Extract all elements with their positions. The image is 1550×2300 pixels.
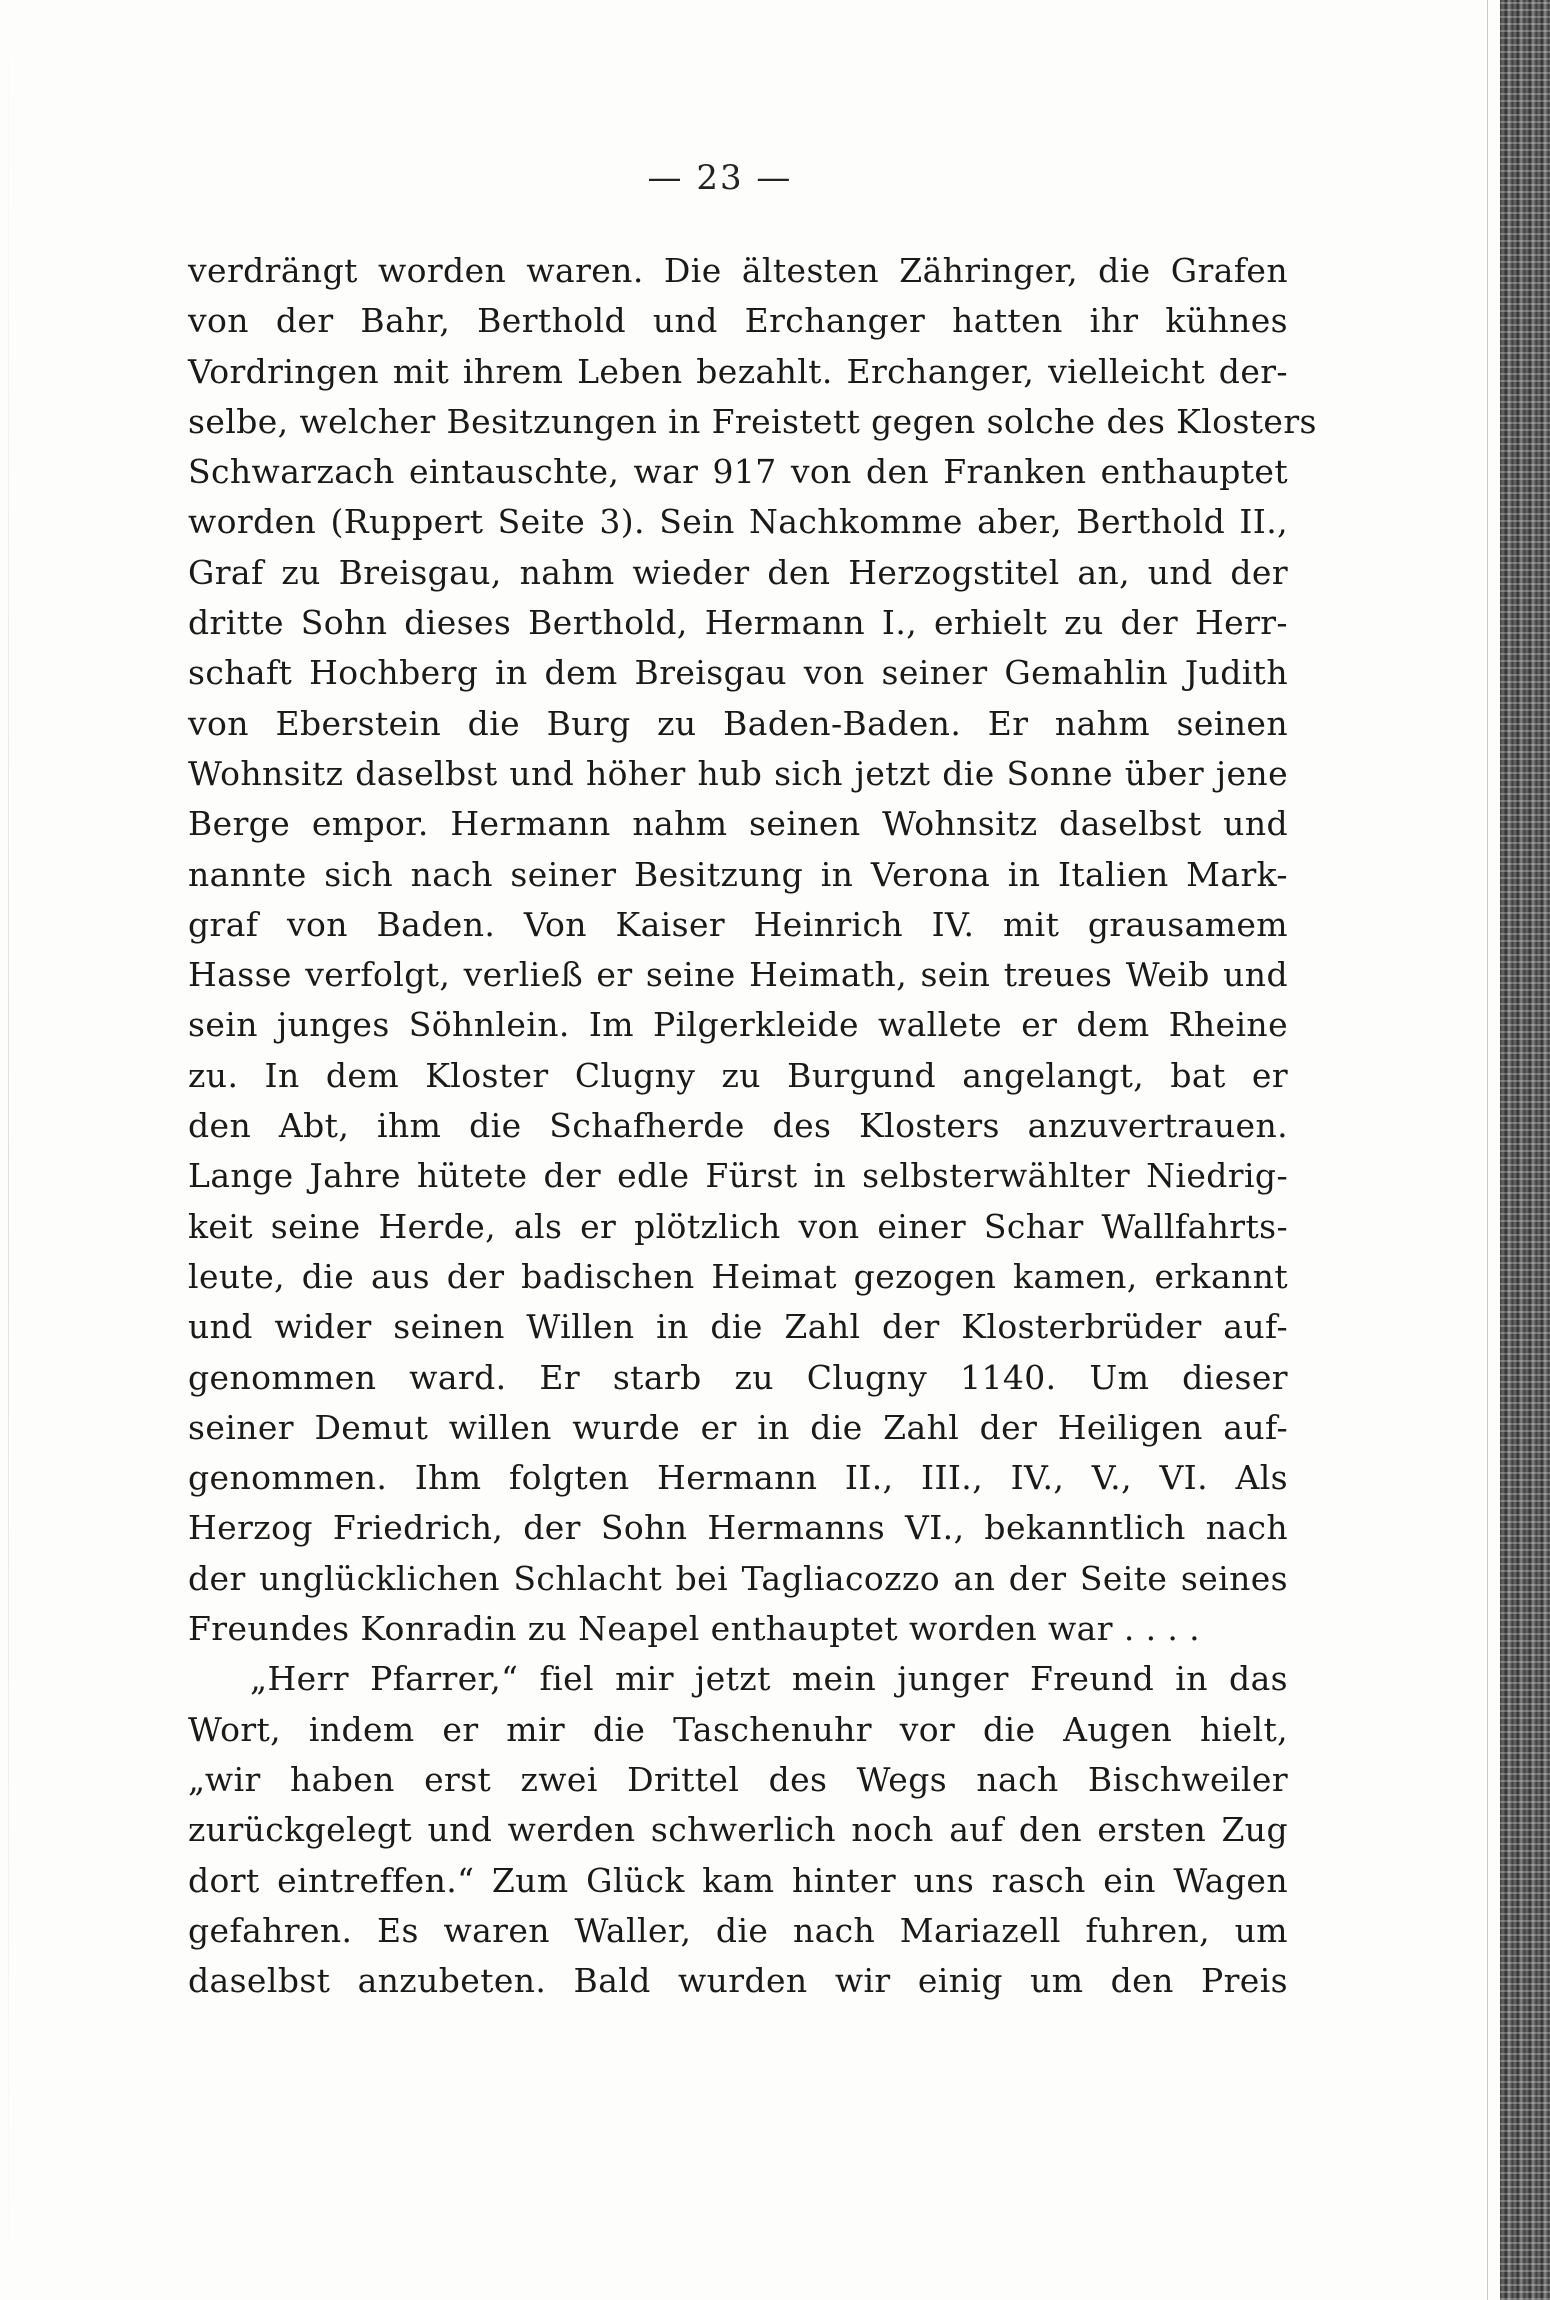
scan-margin-mark bbox=[8, 0, 9, 2300]
text-line: Lange Jahre hütete der edle Fürst in selbsterwählter Niedrig- bbox=[188, 1156, 1288, 1196]
text-line: Schwarzach eintauschte, war 917 von den Franken enthauptet bbox=[188, 452, 1288, 492]
text-line: worden (Ruppert Seite 3). Sein Nachkomme aber, Berthold II., bbox=[188, 502, 1288, 542]
text-line: Graf zu Breisgau, nahm wieder den Herzogstitel an, und der bbox=[188, 552, 1288, 592]
text-line: daselbst anzubeten. Bald wurden wir einig um den Preis bbox=[188, 1961, 1288, 2001]
text-line: nannte sich nach seiner Besitzung in Verona in Italien Mark- bbox=[188, 854, 1288, 894]
text-line: der unglücklichen Schlacht bei Tagliacozzo an der Seite seines bbox=[188, 1558, 1288, 1598]
text-line: Wort, indem er mir die Taschenuhr vor die Augen hielt, bbox=[188, 1709, 1288, 1749]
text-line: genommen ward. Er starb zu Clugny 1140. Um dieser bbox=[188, 1357, 1288, 1397]
page-edge-line bbox=[1487, 0, 1488, 2300]
scan-edge-strip bbox=[1500, 0, 1550, 2300]
text-line: seiner Demut willen wurde er in die Zahl der Heiligen auf- bbox=[188, 1407, 1288, 1447]
page-number: — 23 — bbox=[647, 158, 793, 198]
text-line: dritte Sohn dieses Berthold, Hermann I., erhielt zu der Herr- bbox=[188, 603, 1288, 643]
text-line: keit seine Herde, als er plötzlich von einer Schar Wallfahrts- bbox=[188, 1206, 1288, 1246]
text-line: Wohnsitz daselbst und höher hub sich jetzt die Sonne über jene bbox=[188, 753, 1288, 793]
text-line: Hasse verfolgt, verließ er seine Heimath, sein treues Weib und bbox=[188, 955, 1288, 995]
text-line: genommen. Ihm folgten Hermann II., III., IV., V., VI. Als bbox=[188, 1458, 1288, 1498]
text-line: und wider seinen Willen in die Zahl der Klosterbrüder auf- bbox=[188, 1307, 1288, 1347]
text-line: „Herr Pfarrer,“ fiel mir jetzt mein junger Freund in das bbox=[250, 1659, 1288, 1699]
text-line: gefahren. Es waren Waller, die nach Mariazell fuhren, um bbox=[188, 1910, 1288, 1950]
text-line: leute, die aus der badischen Heimat gezogen kamen, erkannt bbox=[188, 1256, 1288, 1296]
text-line: sein junges Söhnlein. Im Pilgerkleide wallete er dem Rheine bbox=[188, 1005, 1288, 1045]
text-line: dort eintreffen.“ Zum Glück kam hinter uns rasch ein Wagen bbox=[188, 1860, 1288, 1900]
text-line: zurückgelegt und werden schwerlich noch auf den ersten Zug bbox=[188, 1810, 1288, 1850]
text-line: den Abt, ihm die Schafherde des Klosters anzuvertrauen. bbox=[188, 1106, 1288, 1146]
text-line: Herzog Friedrich, der Sohn Hermanns VI., bekanntlich nach bbox=[188, 1508, 1288, 1548]
text-line: von der Bahr, Berthold und Erchanger hatten ihr kühnes bbox=[188, 301, 1288, 341]
text-line: graf von Baden. Von Kaiser Heinrich IV. mit grausamem bbox=[188, 904, 1288, 944]
text-line: „wir haben erst zwei Drittel des Wegs nach Bischweiler bbox=[188, 1759, 1288, 1799]
text-line: schaft Hochberg in dem Breisgau von seiner Gemahlin Judith bbox=[188, 653, 1288, 693]
text-line: Berge empor. Hermann nahm seinen Wohnsitz daselbst und bbox=[188, 804, 1288, 844]
body-text bbox=[188, 246, 1317, 2006]
text-line: Freundes Konradin zu Neapel enthauptet worden war . . . . bbox=[188, 1609, 1201, 1649]
text-line: verdrängt worden waren. Die ältesten Zähringer, die Grafen bbox=[188, 251, 1288, 290]
text-line: von Eberstein die Burg zu Baden-Baden. Er nahm seinen bbox=[188, 703, 1288, 743]
text-line: zu. In dem Kloster Clugny zu Burgund angelangt, bat er bbox=[188, 1055, 1288, 1095]
text-line: selbe, welcher Besitzungen in Freistett gegen solche des Klosters bbox=[188, 401, 1317, 441]
text-line: Vordringen mit ihrem Leben bezahlt. Erchanger, vielleicht der- bbox=[188, 351, 1288, 391]
